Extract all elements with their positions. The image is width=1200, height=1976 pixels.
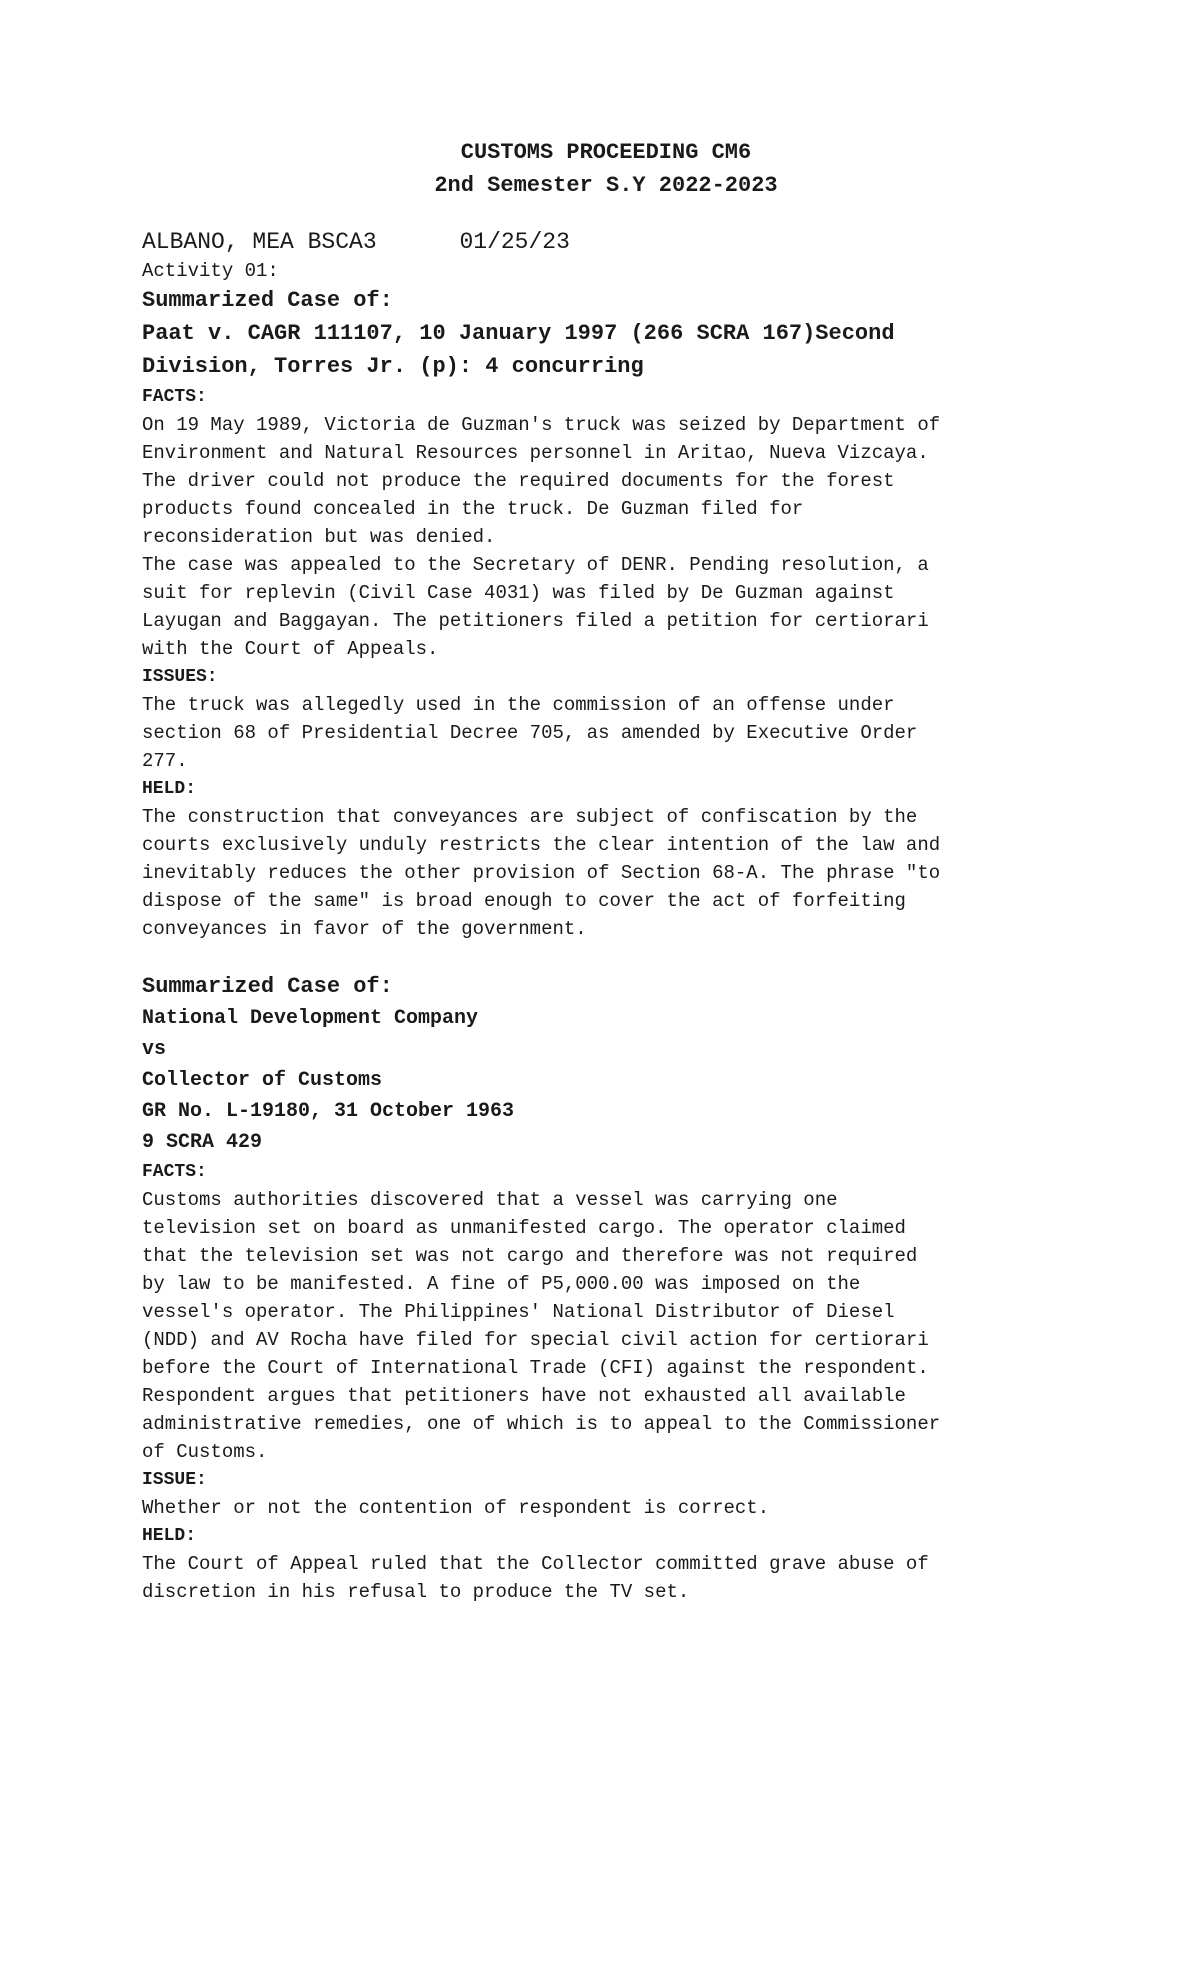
case-1-title-line-2: Division, Torres Jr. (p): 4 concurring bbox=[142, 354, 644, 379]
case-1-held-text: The construction that conveyances are subject of confiscation by the courts exclusively unduly restricts the clear intention of the law and inevitably reduces the other provision of Section 68-A. The phrase "to dispose of the same" is broad enough to cover the act of forfeiting conveyances in favor of the government. bbox=[142, 806, 941, 940]
case-2-heading: Summarized Case of: bbox=[142, 974, 393, 999]
student-meta bbox=[142, 227, 1060, 257]
case-2-facts-label: FACTS: bbox=[142, 1162, 207, 1182]
case-1-facts-paragraph-1: On 19 May 1989, Victoria de Guzman's truck was seized by Department of Environment and Natural Resources personnel in Aritao, Nueva Vizcaya. The driver could not produce the required documents for the forest products found concealed in the truck. De Guzman filed for reconsideration but was denied. bbox=[142, 414, 941, 548]
case-2-title-line-5: 9 SCRA 429 bbox=[142, 1131, 263, 1154]
case-1-held-label: HELD: bbox=[142, 779, 197, 799]
activity-label: Activity 01: bbox=[142, 260, 279, 282]
case-2-title-line-2: vs bbox=[142, 1038, 167, 1061]
case-2-facts-text: Customs authorities discovered that a vessel was carrying one television set on board as unmanifested cargo. The operator claimed that the television set was not cargo and therefore was not required by law to be manifested. A fine of P5,000.00 was imposed on the vessel's operator. The Philippines' National Distributor of Diesel (NDD) and AV Rocha have filed for special civil action for certiorari before the Court of International Trade (CFI) against the respondent. Respondent argues that petitioners have not exhausted all available administrative remedies, one of which is to appeal to the Commissioner of Customs. bbox=[142, 1189, 941, 1463]
case-2-issue-text: Whether or not the contention of respondent is correct. bbox=[142, 1497, 770, 1519]
submission-date: 01/25/23 bbox=[459, 229, 570, 255]
case-2-title-line-1: National Development Company bbox=[142, 1007, 479, 1030]
case-2-held-text: The Court of Appeal ruled that the Collector committed grave abuse of discretion in his refusal to produce the TV set. bbox=[142, 1553, 929, 1603]
case-2-held-label: HELD: bbox=[142, 1526, 197, 1546]
student-name: ALBANO, MEA BSCA3 bbox=[142, 229, 377, 255]
case-1 bbox=[142, 285, 1060, 943]
case-2-title-line-4: GR No. L-19180, 31 October 1963 bbox=[142, 1100, 515, 1123]
case-1-issues-text: The truck was allegedly used in the commission of an offense under section 68 of Presidential Decree 705, as amended by Executive Order 277. bbox=[142, 694, 918, 772]
case-2 bbox=[142, 971, 1060, 1606]
case-1-heading: Summarized Case of: bbox=[142, 288, 393, 313]
document-header bbox=[142, 136, 1070, 202]
case-2-title-line-3: Collector of Customs bbox=[142, 1069, 383, 1092]
semester-line: 2nd Semester S.Y 2022-2023 bbox=[434, 173, 778, 198]
section-gap bbox=[142, 943, 1060, 971]
case-1-facts-label: FACTS: bbox=[142, 387, 207, 407]
case-1-facts-paragraph-2: The case was appealed to the Secretary of DENR. Pending resolution, a suit for replevin (Civil Case 4031) was filed by De Guzman against Layugan and Baggayan. The petitioners filed a petition for certiorari with the Court of Appeals. bbox=[142, 554, 929, 660]
course-title: CUSTOMS PROCEEDING CM6 bbox=[460, 140, 752, 165]
case-2-issue-label: ISSUE: bbox=[142, 1470, 207, 1490]
case-1-title-line-1: Paat v. CAGR 111107, 10 January 1997 (266 SCRA 167)Second bbox=[142, 321, 895, 346]
case-1-issues-label: ISSUES: bbox=[142, 667, 218, 687]
